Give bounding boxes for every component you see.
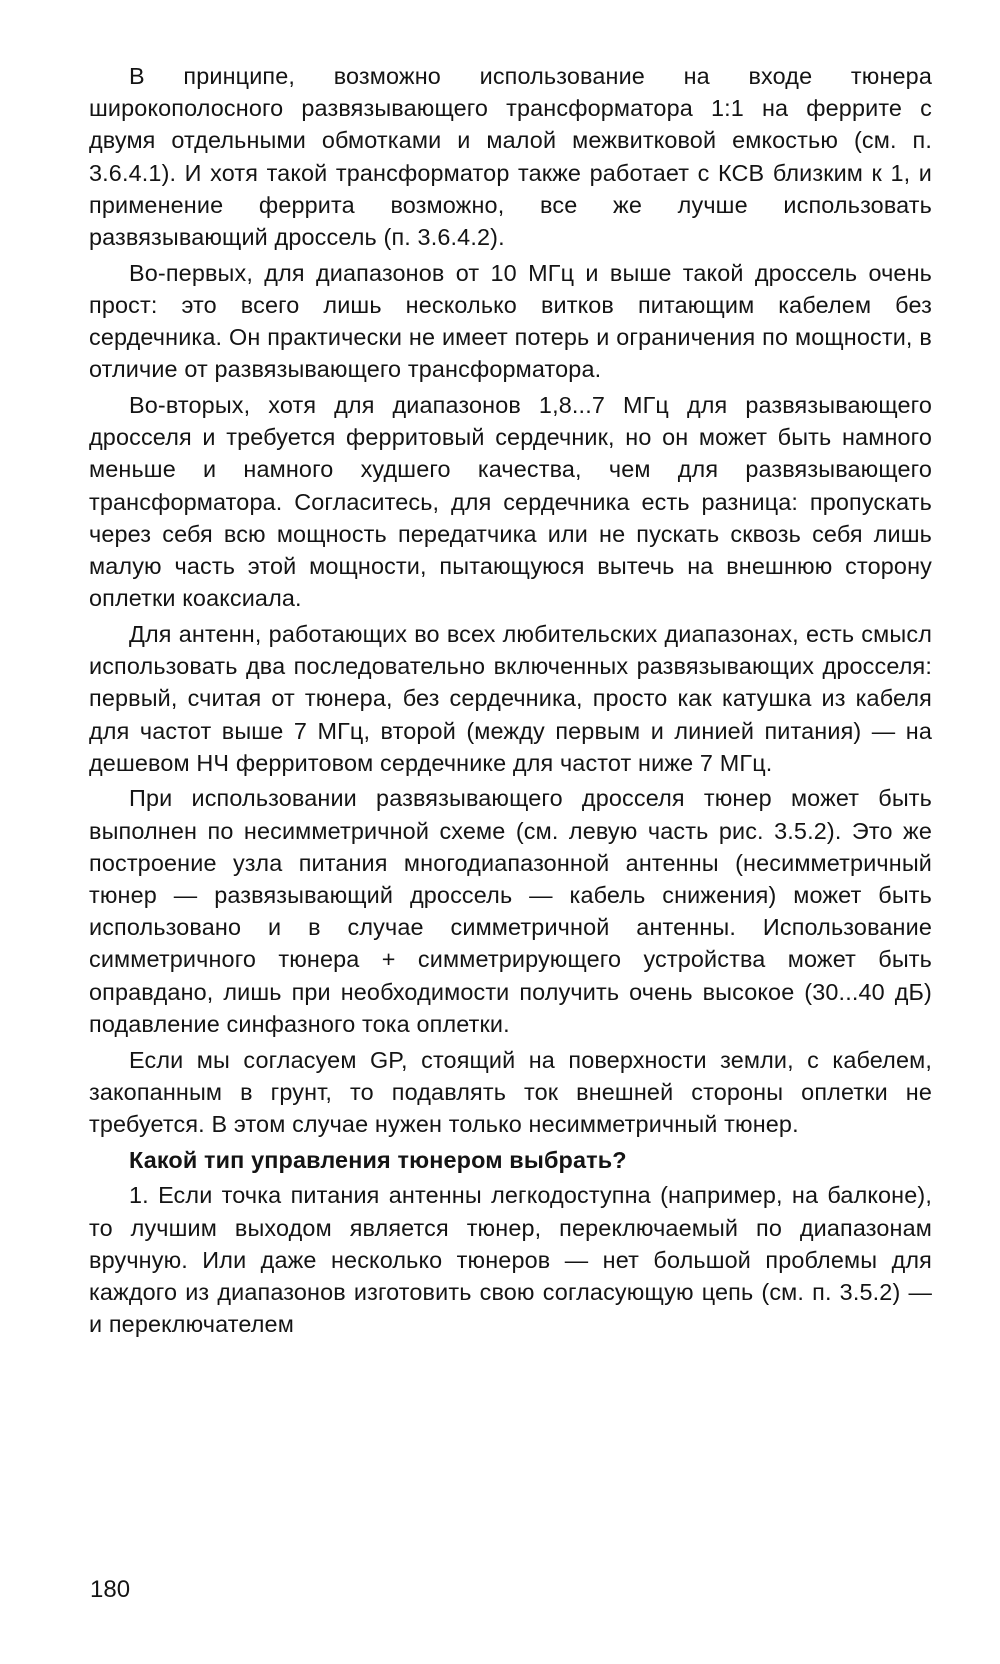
section-heading: Какой тип управления тюнером выбрать?	[129, 1146, 627, 1173]
body-text	[89, 60, 932, 1344]
paragraph-unbalanced-tuner: При использовании развязывающего дросселя тюнер может быть выполнен по несимметричной схеме (см. левую часть рис. 3.5.2). Это же построение узла питания многодиапазонной антенны (несимметричный тюнер — развязывающий дроссель — кабель снижения) может быть использовано и в случае симметричной антенны. Использование симметричного тюнера + симметрирующего устройства может быть оправдано, лишь при необходимости получить очень высокое (30...40 дБ) подавление синфазного тока оплетки.	[89, 785, 932, 1037]
paragraph-second-reason: Во-вторых, хотя для диапазонов 1,8...7 МГц для развязывающего дросселя и требуется ферритовый сердечник, но он может быть намного меньше и намного худшего качества, чем для развязывающего трансформатора. Согласитесь, для сердечника есть разница: пропускать через себя всю мощность передатчика или не пускать сквозь себя лишь малую часть этой мощности, пытающуюся вытечь на внешнюю сторону оплетки коаксиала.	[89, 392, 932, 612]
paragraph-manual-tuner: 1. Если точка питания антенны легкодоступна (например, на балконе), то лучшим выходом является тюнер, переключаемый по диапазонам вручную. Или даже несколько тюнеров — нет большой проблемы для каждого из диапазонов изготовить свою согласующую цепь (см. п. 3.5.2) — и переключателем	[89, 1182, 932, 1338]
paragraph-gp-buried-cable: Если мы согласуем GP, стоящий на поверхности земли, с кабелем, закопанным в грунт, то подавлять ток внешней стороны оплетки не требуется. В этом случае нужен только несимметричный тюнер.	[89, 1046, 932, 1137]
paragraph-first-reason: Во-первых, для диапазонов от 10 МГц и выше такой дроссель очень прост: это всего лишь несколько витков питающим кабелем без сердечника. Он практически не имеет потерь и ограничения по мощности, в отличие от развязывающего трансформатора.	[89, 259, 932, 383]
paragraph-two-chokes: Для антенн, работающих во всех любительских диапазонах, есть смысл использовать два последовательно включенных развязывающих дросселя: первый, считая от тюнера, без сердечника, просто как катушка из кабеля для частот выше 7 МГц, второй (между первым и линией питания) — на дешевом НЧ ферритовом сердечнике для частот ниже 7 МГц.	[89, 620, 932, 776]
paragraph-transformer-option: В принципе, возможно использование на входе тюнера широкополосного развязывающего трансформатора 1:1 на феррите с двумя отдельными обмотками и малой межвитковой емкостью (см. п. 3.6.4.1). И хотя такой трансформатор также работает с КСВ близким к 1, и применение феррита возможно, все же лучше использовать развязывающий дроссель (п. 3.6.4.2).	[89, 63, 932, 251]
page-number: 180	[90, 1576, 131, 1603]
